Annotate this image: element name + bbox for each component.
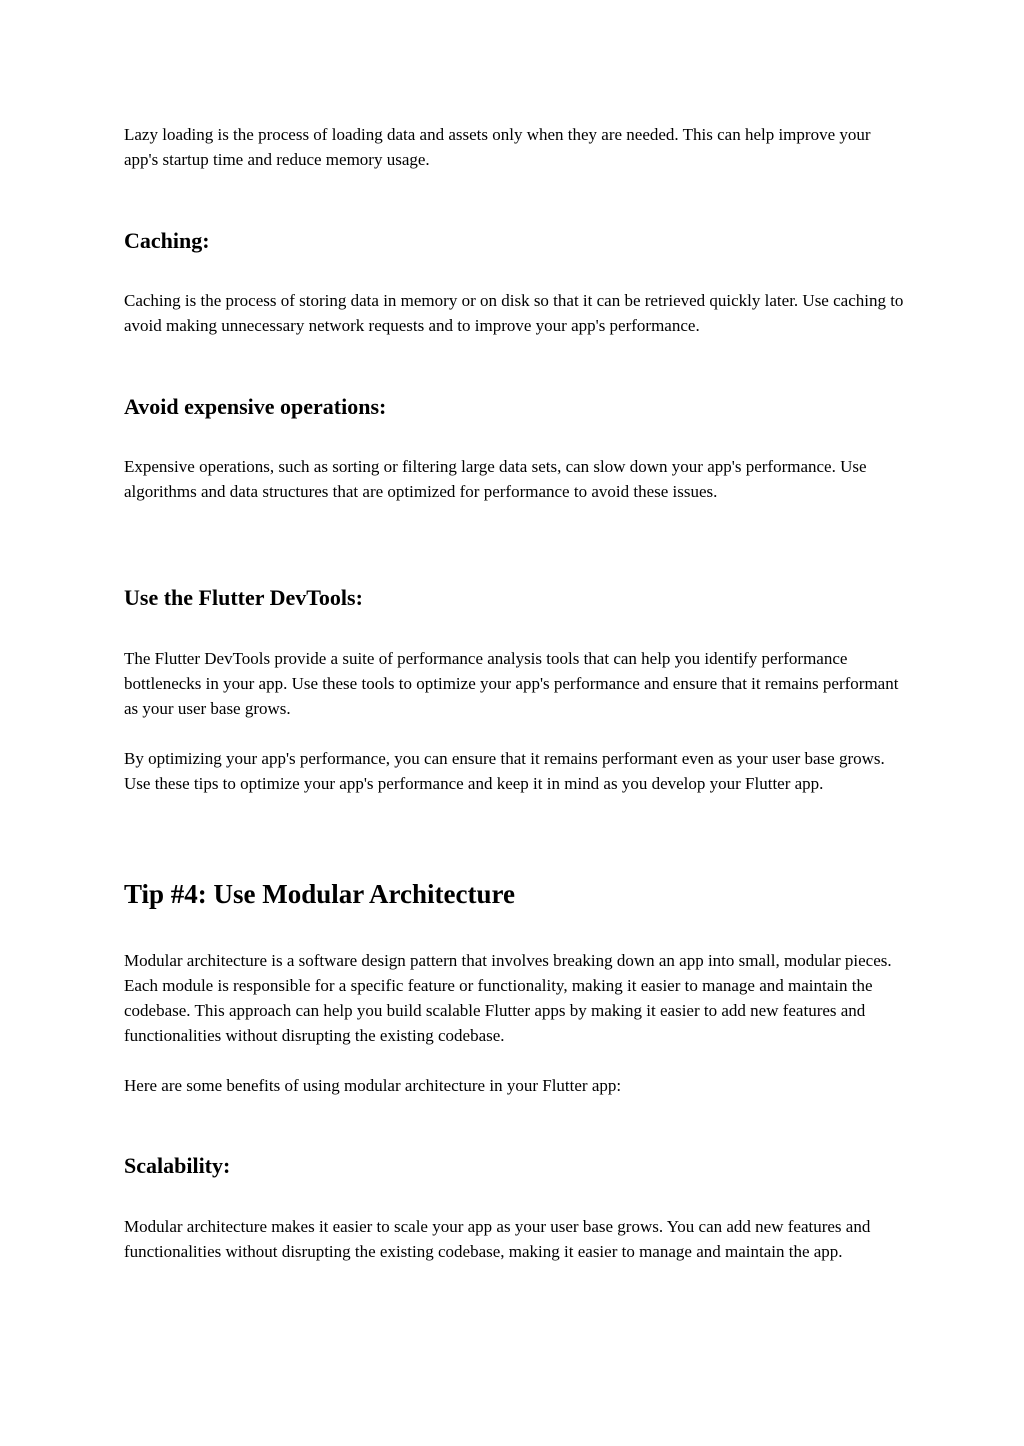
- tip4-heading: Tip #4: Use Modular Architecture: [124, 879, 515, 909]
- devtools-paragraph-2: By optimizing your app's performance, you can ensure that it remains performant even as your user base grows. Use these tips to optimize your app's performance and keep it in mind as you develop your Flutter app.: [124, 749, 885, 793]
- devtools-paragraph-1: The Flutter DevTools provide a suite of performance analysis tools that can help you identify performance bottlenecks in your app. Use these tools to optimize your app's performance and ensure that it remains performant as your user base grows.: [124, 649, 899, 718]
- devtools-heading: Use the Flutter DevTools:: [124, 585, 363, 610]
- scalability-paragraph: Modular architecture makes it easier to scale your app as your user base grows. You can add new features and functionalities without disrupting the existing codebase, making it easier to manage and maintain the app.: [124, 1217, 871, 1261]
- scalability-heading: Scalability:: [124, 1153, 231, 1178]
- caching-paragraph: Caching is the process of storing data in memory or on disk so that it can be retrieved quickly later. Use caching to avoid making unnecessary network requests and to improve your app's performance.: [124, 291, 904, 335]
- avoid-expensive-paragraph: Expensive operations, such as sorting or filtering large data sets, can slow down your app's performance. Use algorithms and data structures that are optimized for performance to avoid these issues.: [124, 457, 867, 501]
- intro-paragraph: Lazy loading is the process of loading data and assets only when they are needed. This can help improve your app's startup time and reduce memory usage.: [124, 125, 871, 169]
- caching-heading: Caching:: [124, 228, 210, 253]
- avoid-expensive-heading: Avoid expensive operations:: [124, 394, 387, 419]
- tip4-paragraph-2: Here are some benefits of using modular architecture in your Flutter app:: [124, 1076, 622, 1095]
- tip4-paragraph-1: Modular architecture is a software design pattern that involves breaking down an app into small, modular pieces. Each module is responsible for a specific feature or functionality, making it easier to manage and maintain the codebase. This approach can help you build scalable Flutter apps by making it easier to add new features and functionalities without disrupting the existing codebase.: [124, 951, 892, 1045]
